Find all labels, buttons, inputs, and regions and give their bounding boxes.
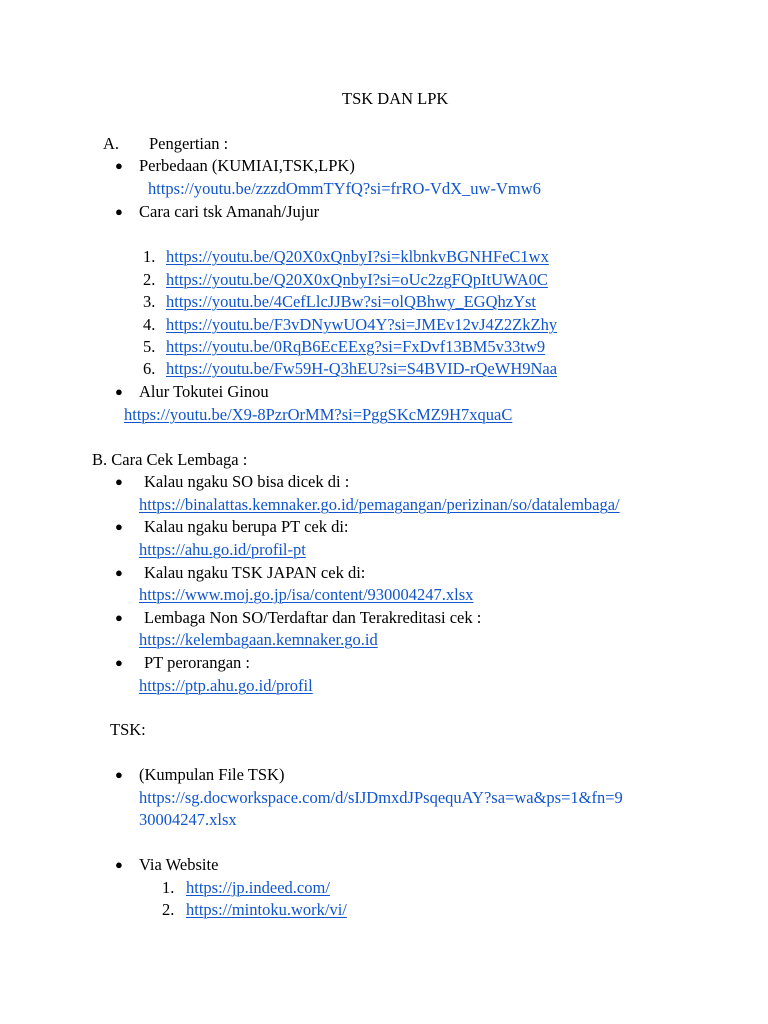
cek-non-so-label: Lembaga Non SO/Terdaftar dan Terakreditasi cek : [144, 608, 482, 627]
alur-link[interactable]: https://youtu.be/X9-8PzrOrMM?si=PggSKcMZ9H7xquaC [124, 405, 513, 424]
cara-cari-link-5[interactable]: https://youtu.be/0RqB6EcEExg?si=FxDvf13BM5v33tw9 [166, 337, 546, 356]
cek-pt-perorangan-link[interactable]: https://ptp.ahu.go.id/profil [139, 676, 313, 695]
list-number: 3. [143, 292, 156, 311]
cara-cari-link-2[interactable]: https://youtu.be/Q20X0xQnbyI?si=oUc2zgFQpItUWA0C [166, 270, 548, 289]
list-number: 2. [143, 270, 156, 289]
bullet-icon: ● [115, 474, 123, 489]
section-b-heading: B. Cara Cek Lembaga : [92, 450, 248, 469]
alur-label: Alur Tokutei Ginou [139, 382, 269, 401]
bullet-icon: ● [115, 384, 123, 399]
website-link-2[interactable]: https://mintoku.work/vi/ [186, 900, 347, 919]
kumpulan-label: (Kumpulan File TSK) [139, 765, 285, 784]
section-a-marker: A. [103, 134, 120, 153]
perbedaan-label: Perbedaan (KUMIAI,TSK,LPK) [139, 156, 355, 175]
list-number: 5. [143, 337, 156, 356]
section-tsk-heading: TSK: [110, 720, 146, 739]
list-number: 1. [143, 247, 156, 266]
list-number: 6. [143, 359, 156, 378]
page-title: TSK DAN LPK [342, 89, 449, 108]
kumpulan-link-line1[interactable]: https://sg.docworkspace.com/d/sIJDmxdJPsqequAY?sa=wa&ps=1&fn=9 [139, 788, 623, 807]
cek-so-label: Kalau ngaku SO bisa dicek di : [144, 472, 350, 491]
cek-so-link[interactable]: https://binalattas.kemnaker.go.id/pemagangan/perizinan/so/datalembaga/ [139, 495, 620, 514]
cek-pt-perorangan-label: PT perorangan : [144, 653, 251, 672]
bullet-icon: ● [115, 565, 123, 580]
cara-cari-link-3[interactable]: https://youtu.be/4CefLlcJJBw?si=olQBhwy_EGQhzYst [166, 292, 536, 311]
bullet-icon: ● [115, 204, 123, 219]
cek-pt-label: Kalau ngaku berupa PT cek di: [144, 517, 349, 536]
cek-pt-link[interactable]: https://ahu.go.id/profil-pt [139, 540, 306, 559]
cek-tsk-japan-link[interactable]: https://www.moj.go.jp/isa/content/930004247.xlsx [139, 585, 474, 604]
via-website-label: Via Website [139, 855, 219, 874]
bullet-icon: ● [115, 610, 123, 625]
cara-cari-link-4[interactable]: https://youtu.be/F3vDNywUO4Y?si=JMEv12vJ4Z2ZkZhy [166, 315, 558, 334]
list-number: 4. [143, 315, 156, 334]
cara-cari-link-6[interactable]: https://youtu.be/Fw59H-Q3hEU?si=S4BVID-rQeWH9Naa [166, 359, 558, 378]
list-number: 1. [162, 878, 175, 897]
bullet-icon: ● [115, 767, 123, 782]
website-link-1[interactable]: https://jp.indeed.com/ [186, 878, 330, 897]
bullet-icon: ● [115, 655, 123, 670]
bullet-icon: ● [115, 158, 123, 173]
bullet-icon: ● [115, 519, 123, 534]
list-number: 2. [162, 900, 175, 919]
section-a-heading: Pengertian : [149, 134, 229, 153]
bullet-icon: ● [115, 857, 123, 872]
cek-non-so-link[interactable]: https://kelembagaan.kemnaker.go.id [139, 630, 378, 649]
cek-tsk-japan-label: Kalau ngaku TSK JAPAN cek di: [144, 563, 366, 582]
perbedaan-link[interactable]: https://youtu.be/zzzdOmmTYfQ?si=frRO-VdX_uw-Vmw6 [148, 179, 541, 198]
cara-cari-link-1[interactable]: https://youtu.be/Q20X0xQnbyI?si=klbnkvBGNHFeC1wx [166, 247, 549, 266]
cara-cari-label: Cara cari tsk Amanah/Jujur [139, 202, 320, 221]
kumpulan-link-line2[interactable]: 30004247.xlsx [139, 810, 237, 829]
